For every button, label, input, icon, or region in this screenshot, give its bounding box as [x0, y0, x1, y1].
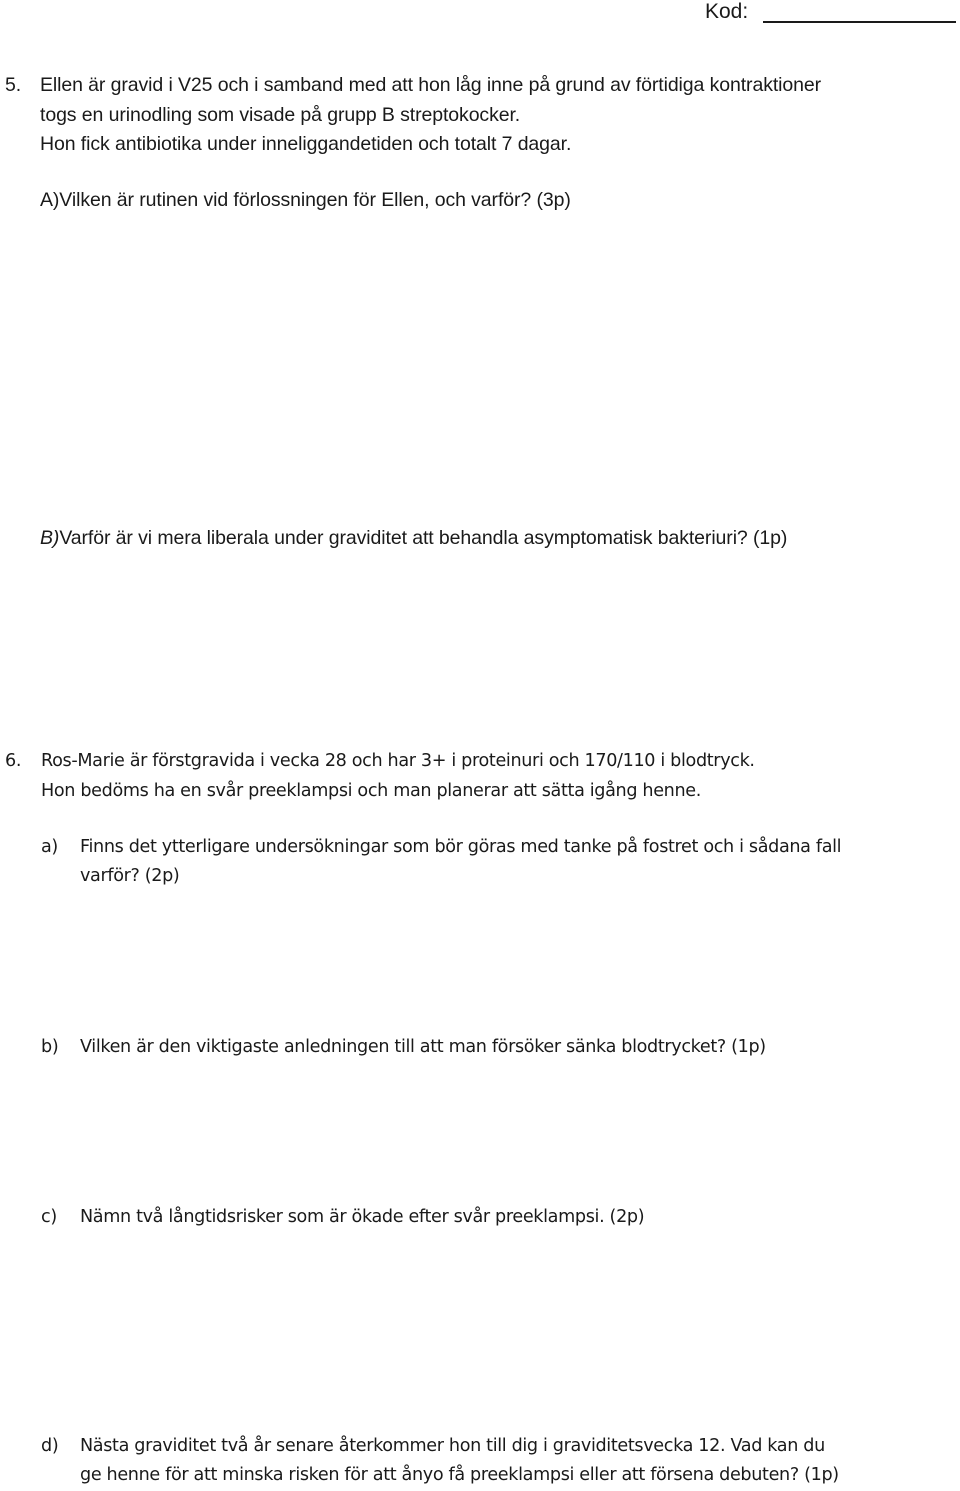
question-5-number: 5.	[5, 74, 22, 96]
question-5-line-1: Ellen är gravid i V25 och i samband med att hon låg inne på grund av förtidiga kontraktioner	[40, 74, 822, 96]
question-6-c-label: c)	[41, 1207, 57, 1227]
question-6-b-text: Vilken är den viktigaste anledningen till att man försöker sänka blodtrycket? (1p)	[80, 1037, 766, 1057]
question-6-a-line-2: varför? (2p)	[80, 866, 180, 886]
question-6-line-2: Hon bedöms ha en svår preeklampsi och man planerar att sätta igång henne.	[41, 781, 701, 801]
code-input-line[interactable]	[763, 21, 956, 23]
question-6-a-line-1: Finns det ytterligare undersökningar som bör göras med tanke på fostret och i sådana fall	[80, 837, 842, 857]
question-6-d-line-1: Nästa graviditet två år senare återkommer hon till dig i graviditetsvecka 12. Vad kan du	[80, 1436, 825, 1456]
question-6-d-line-2: ge henne för att minska risken för att ånyo få preeklampsi eller att försena debuten? (1p)	[80, 1465, 839, 1485]
question-6-b-label: b)	[41, 1037, 59, 1057]
question-5-part-b-prefix: B)	[40, 527, 60, 549]
question-5-line-2: togs en urinodling som visade på grupp B streptokocker.	[40, 104, 521, 126]
question-5-part-b	[40, 523, 787, 553]
question-6-line-1: Ros-Marie är förstgravida i vecka 28 och har 3+ i proteinuri och 170/110 i blodtryck.	[41, 751, 755, 771]
question-5-part-b-text: Varför är vi mera liberala under graviditet att behandla asymptomatisk bakteriuri? (1p)	[59, 527, 788, 549]
question-5-part-a: A)Vilken är rutinen vid förlossningen för Ellen, och varför? (3p)	[40, 189, 571, 211]
question-6-c-text: Nämn två långtidsrisker som är ökade efter svår preeklampsi. (2p)	[80, 1207, 645, 1227]
question-6-d-label: d)	[41, 1436, 59, 1456]
question-6-a-label: a)	[41, 837, 58, 857]
code-label: Kod:	[705, 0, 749, 23]
question-5-line-3: Hon fick antibiotika under inneliggandetiden och totalt 7 dagar.	[40, 133, 572, 155]
question-6-number: 6.	[5, 751, 22, 771]
